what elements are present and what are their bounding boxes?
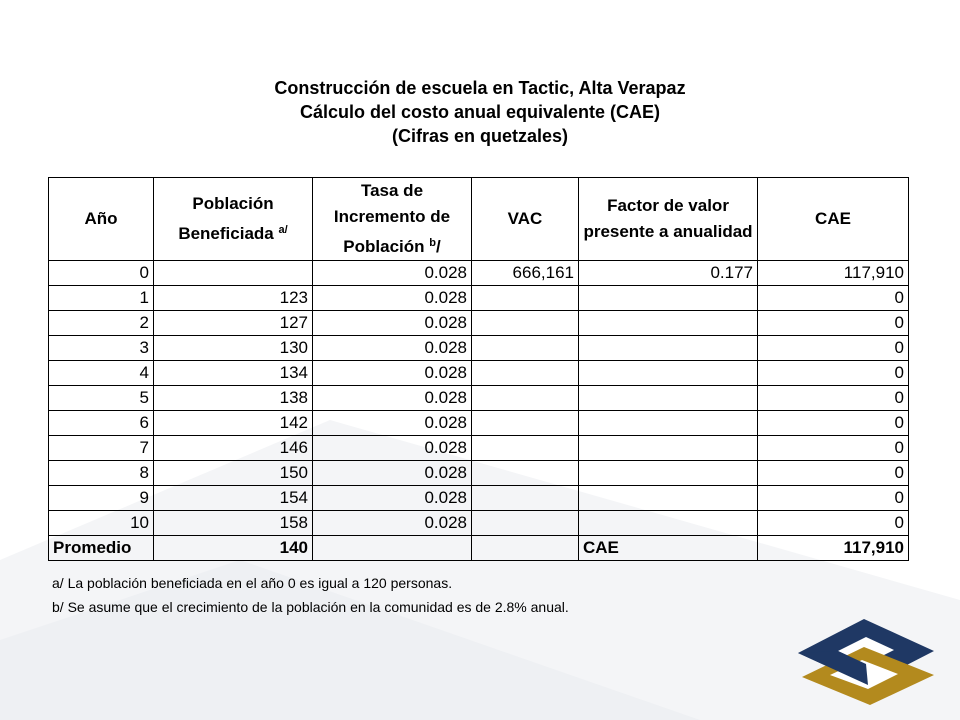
cell-cae: 0 [758, 511, 909, 536]
title-line-1: Construcción de escuela en Tactic, Alta Verapaz [274, 78, 686, 98]
title-line-3: (Cifras en quetzales) [391, 126, 569, 146]
cell-rate: 0.028 [313, 461, 472, 486]
table-row [49, 311, 909, 336]
cell-factor [579, 436, 758, 461]
cell-vac [472, 411, 579, 436]
total-vac-empty [472, 536, 579, 561]
cell-cae: 0 [758, 486, 909, 511]
cell-year: 8 [49, 461, 154, 486]
cell-population: 150 [154, 461, 313, 486]
cell-vac [472, 511, 579, 536]
cell-cae: 0 [758, 386, 909, 411]
footnote-marker-a: a/ [278, 224, 288, 236]
cell-cae: 0 [758, 286, 909, 311]
header-rate-label: Tasa de Incremento de Población [333, 181, 451, 256]
cell-factor [579, 361, 758, 386]
total-cae-value: 117,910 [758, 536, 909, 561]
cell-year: 5 [49, 386, 154, 411]
footnote-a: a/ La población beneficiada en el año 0 es igual a 120 personas. [52, 575, 453, 591]
cell-year: 3 [49, 336, 154, 361]
table-row [49, 336, 909, 361]
cell-population: 138 [154, 386, 313, 411]
cell-rate: 0.028 [313, 261, 472, 286]
cell-cae: 0 [758, 361, 909, 386]
cell-vac [472, 311, 579, 336]
footnote-marker-b: b [429, 237, 436, 249]
cae-table [48, 177, 909, 561]
cell-vac [472, 461, 579, 486]
cell-rate: 0.028 [313, 436, 472, 461]
total-cae-label: CAE [579, 536, 758, 561]
header-cae: CAE [758, 178, 909, 261]
cell-factor: 0.177 [579, 261, 758, 286]
table-row [49, 511, 909, 536]
table-row [49, 261, 909, 286]
total-row [49, 536, 909, 561]
cell-vac [472, 336, 579, 361]
cell-cae: 0 [758, 411, 909, 436]
cell-year: 4 [49, 361, 154, 386]
header-factor: Factor de valor presente a anualidad [579, 178, 758, 261]
cell-vac [472, 436, 579, 461]
cell-cae: 117,910 [758, 261, 909, 286]
cell-population: 142 [154, 411, 313, 436]
cell-population: 123 [154, 286, 313, 311]
institution-logo-icon [798, 617, 938, 707]
footnote-b: b/ Se asume que el crecimiento de la población en la comunidad es de 2.8% anual. [52, 599, 569, 615]
cell-factor [579, 311, 758, 336]
header-population [154, 178, 313, 261]
cell-cae: 0 [758, 336, 909, 361]
cell-rate: 0.028 [313, 411, 472, 436]
cell-factor [579, 486, 758, 511]
table-row [49, 361, 909, 386]
cell-vac [472, 361, 579, 386]
cell-population [154, 261, 313, 286]
header-vac: VAC [472, 178, 579, 261]
cell-year: 2 [49, 311, 154, 336]
cell-vac [472, 286, 579, 311]
cell-population: 158 [154, 511, 313, 536]
total-rate-empty [313, 536, 472, 561]
cell-rate: 0.028 [313, 286, 472, 311]
footnotes [52, 571, 569, 619]
cell-factor [579, 461, 758, 486]
cell-rate: 0.028 [313, 311, 472, 336]
total-label: Promedio [49, 536, 154, 561]
cell-factor [579, 286, 758, 311]
header-row [49, 178, 909, 261]
cell-year: 7 [49, 436, 154, 461]
cell-year: 1 [49, 286, 154, 311]
cell-cae: 0 [758, 436, 909, 461]
cell-vac [472, 486, 579, 511]
cell-year: 6 [49, 411, 154, 436]
cell-cae: 0 [758, 461, 909, 486]
cell-rate: 0.028 [313, 336, 472, 361]
cell-year: 0 [49, 261, 154, 286]
cell-population: 154 [154, 486, 313, 511]
total-population: 140 [154, 536, 313, 561]
cell-vac: 666,161 [472, 261, 579, 286]
cell-cae: 0 [758, 311, 909, 336]
cell-factor [579, 411, 758, 436]
table-row [49, 286, 909, 311]
cell-vac [472, 386, 579, 411]
cell-rate: 0.028 [313, 386, 472, 411]
table-row [49, 486, 909, 511]
cell-factor [579, 511, 758, 536]
header-year: Año [49, 178, 154, 261]
cell-population: 127 [154, 311, 313, 336]
table-row [49, 386, 909, 411]
table-row [49, 411, 909, 436]
footnote-marker-b-slash: / [435, 237, 441, 256]
cell-population: 134 [154, 361, 313, 386]
table-row [49, 436, 909, 461]
cell-rate: 0.028 [313, 486, 472, 511]
cell-population: 146 [154, 436, 313, 461]
cell-factor [579, 386, 758, 411]
header-population-label: Población Beneficiada [178, 194, 274, 243]
title-line-2: Cálculo del costo anual equivalente (CAE) [299, 102, 661, 122]
table-row [49, 461, 909, 486]
cell-population: 130 [154, 336, 313, 361]
cell-rate: 0.028 [313, 511, 472, 536]
cell-rate: 0.028 [313, 361, 472, 386]
cell-factor [579, 336, 758, 361]
header-rate [313, 178, 472, 261]
cell-year: 9 [49, 486, 154, 511]
title-block [0, 76, 960, 148]
cell-year: 10 [49, 511, 154, 536]
